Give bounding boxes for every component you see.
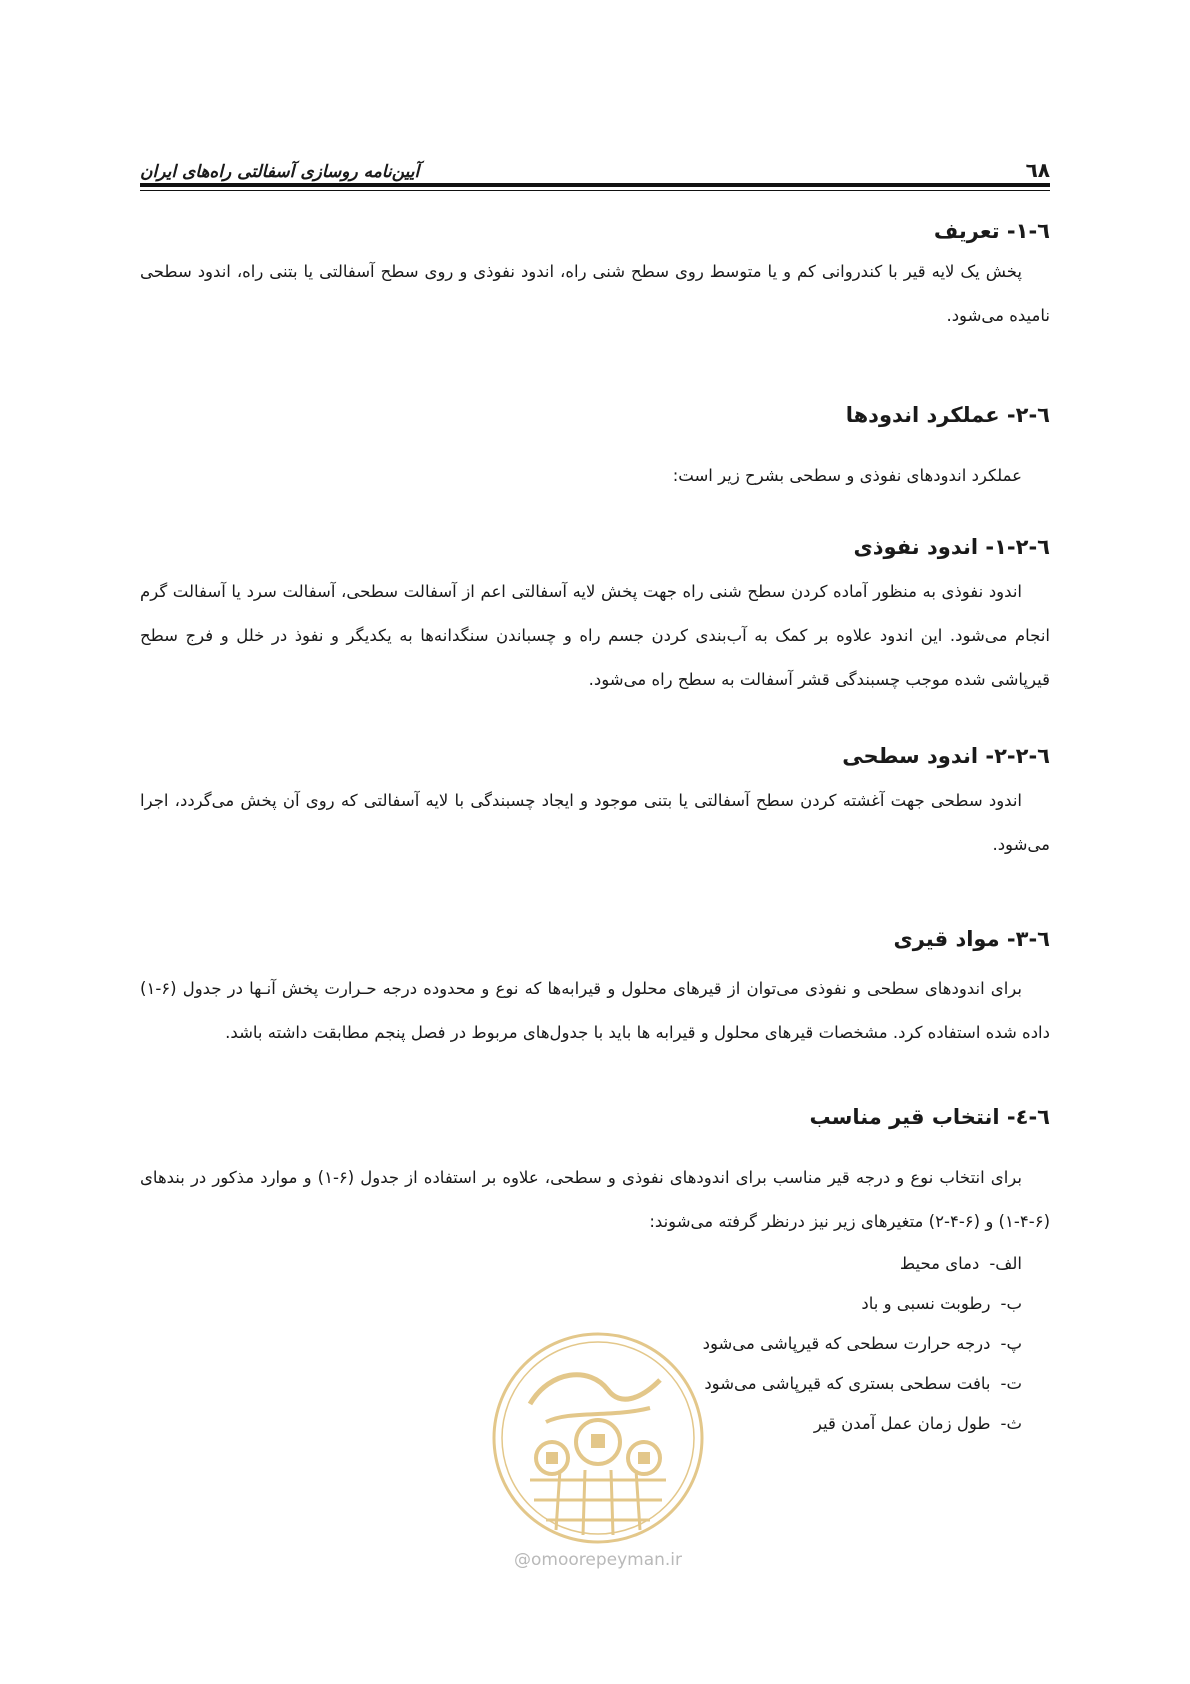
header-rule-thin xyxy=(140,190,1050,191)
list-item-text: طول زمان عمل آمدن قیر xyxy=(813,1414,991,1433)
list-item-label: ب- xyxy=(1000,1294,1022,1313)
section-body-6-2-2: اندود سطحی جهت آغشته کردن سطح آسفالتی یا بتنی موجود و ایجاد چسبندگی با لایه آسفالتی که روی آن پخش می‌گردد، اجرا می‌شود. xyxy=(140,791,1050,854)
list-item xyxy=(140,1244,1022,1284)
header-rule-thick xyxy=(140,183,1050,187)
section-body-6-4: برای انتخاب نوع و درجه قیر مناسب برای اندودهای نفوذی و سطحی، علاوه بر استفاده از جدول (۶-۱) و موارد مذکور در بندهای (۶-۴-۱) و (۶-۴-۲) متغیرهای زیر نیز درنظر گرفته می‌شوند: xyxy=(140,1168,1050,1231)
list-item-text: رطوبت نسبی و باد xyxy=(861,1294,991,1313)
page-number: ٦٨ xyxy=(1025,158,1050,182)
list-item xyxy=(140,1284,1022,1324)
section-body-6-1: پخش یک لایه قیر با کندروانی کم و یا متوسط روی سطح شنی راه، اندود نفوذی و روی سطح آسفالتی یا بتنی راه، اندود سطحی نامیده می‌شود. xyxy=(140,262,1050,325)
list-item-label: ث- xyxy=(1000,1414,1022,1433)
watermark-site: @omoorepeyman.ir xyxy=(513,1550,683,1570)
section-heading-6-3: ٦-٣- مواد قیری xyxy=(893,927,1050,951)
section-body-6-2-1: اندود نفوذی به منظور آماده کردن سطح شنی راه جهت پخش لایه آسفالتی اعم از آسفالت سطحی، آسفالت سرد یا آسفالت گرم انجام می‌شود. این اندود علاوه بر کمک به آب‌بندی کردن جسم راه و چسباندن سنگدانه‌ها به یکدیگر و نفوذ در خلل و فرج سطح قیرپاشی شده موجب چسبندگی قشر آسفالت به سطح راه می‌شود. xyxy=(140,582,1050,689)
list-item-text: بافت سطحی بستری که قیرپاشی می‌شود xyxy=(704,1374,991,1393)
watermark-logo xyxy=(490,1330,706,1590)
book-title: آیین‌نامه روسازی آسفالتی راه‌های ایران xyxy=(140,162,420,182)
section-heading-6-2: ٦-٢- عملکرد اندودها xyxy=(845,403,1050,427)
running-header xyxy=(140,150,1050,182)
section-body-6-3: برای اندودهای سطحی و نفوذی می‌توان از قیرهای محلول و قیرابه‌ها که نوع و محدوده درجه حـرارت پخش آنـها در جدول (۶-۱) داده شده استفاده کرد. مشخصات قیرهای محلول و قیرابه ها باید با جدول‌های مربوط در فصل پنجم مطابقت داشته باشد. xyxy=(140,979,1050,1042)
list-item-text: درجه حرارت سطحی که قیرپاشی می‌شود xyxy=(702,1334,991,1353)
list-item-label: پ- xyxy=(1000,1334,1022,1353)
section-heading-6-2-2: ٦-٢-٢- اندود سطحی xyxy=(842,744,1050,768)
list-item-label: الف- xyxy=(989,1254,1022,1273)
section-heading-6-2-1: ٦-٢-١- اندود نفوذی xyxy=(853,535,1050,559)
watermark-seal-icon xyxy=(490,1330,706,1546)
list-item-label: ت- xyxy=(1000,1374,1022,1393)
list-item-text: دمای محیط xyxy=(899,1254,980,1273)
section-heading-6-4: ٦-٤- انتخاب قیر مناسب xyxy=(809,1105,1050,1129)
section-heading-6-1: ٦-١- تعریف xyxy=(933,219,1050,243)
section-body-6-2: عملکرد اندودهای نفوذی و سطحی بشرح زیر است: xyxy=(672,466,1022,485)
